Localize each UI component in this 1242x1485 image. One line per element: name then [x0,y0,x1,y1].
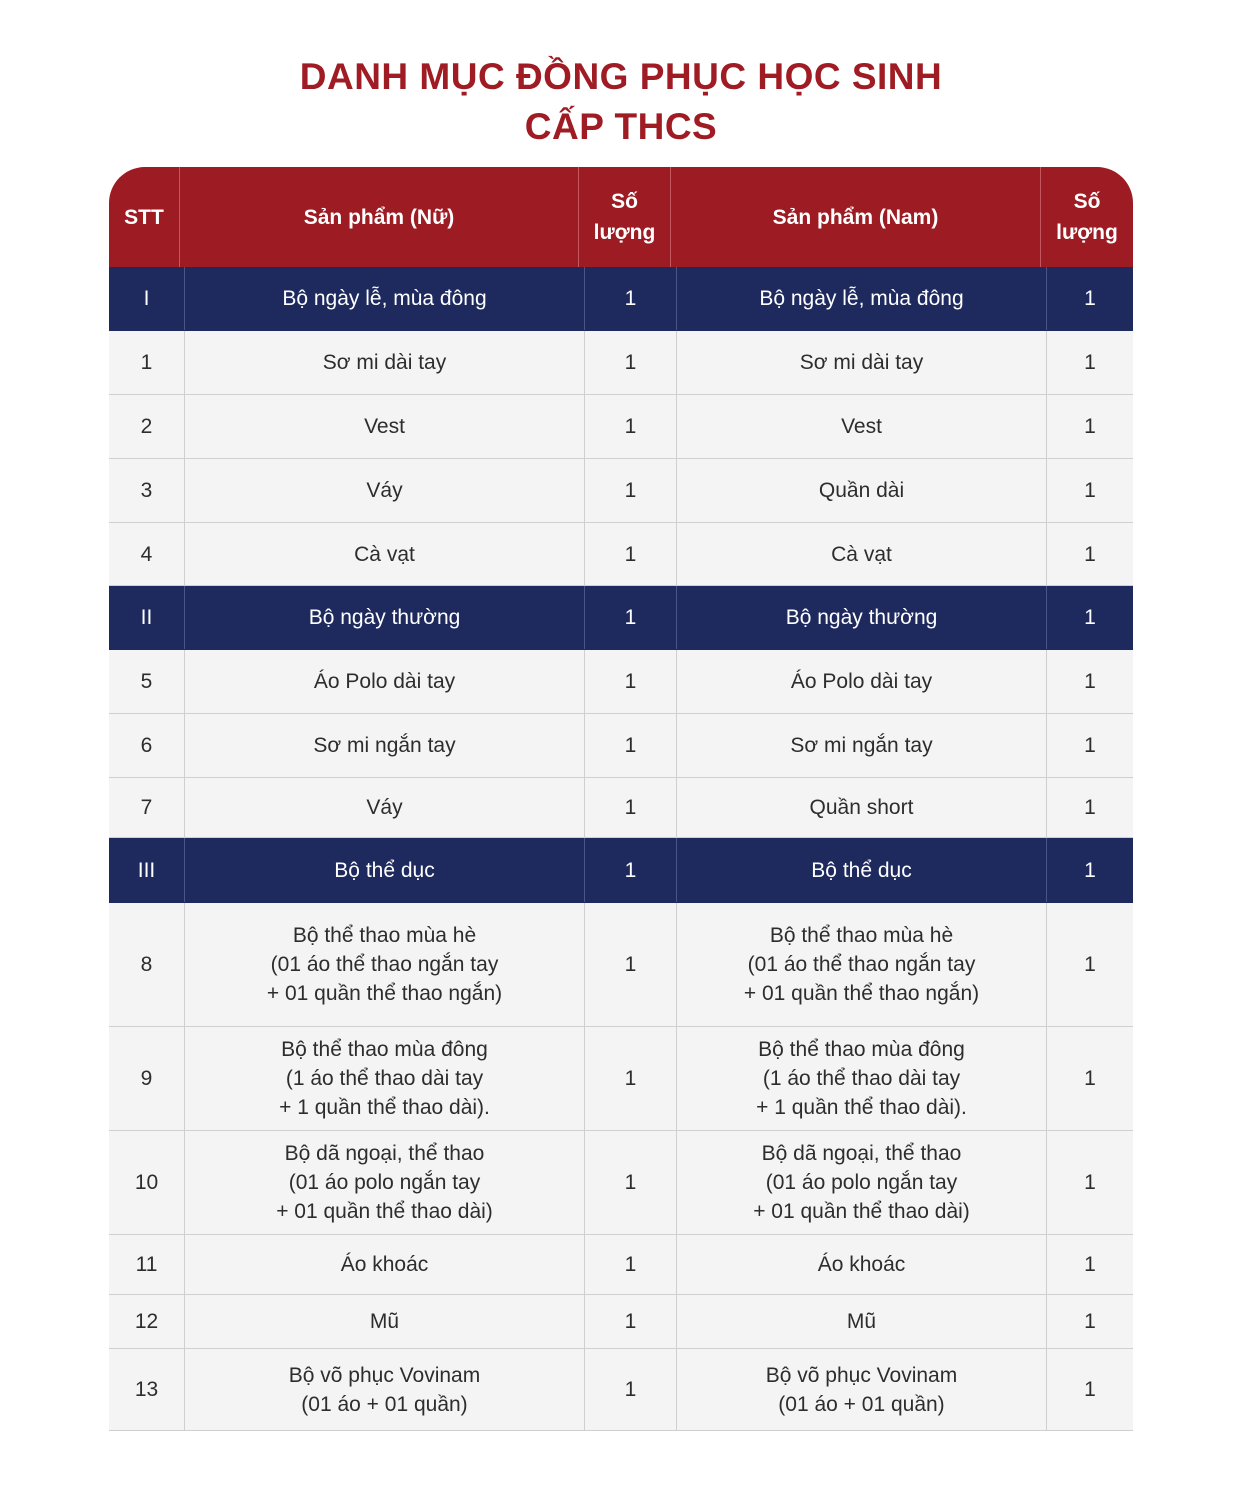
cell-female-quantity: 1 [585,1027,677,1130]
cell-male-product: Cà vạt [677,523,1047,585]
header-female-quantity: Số lượng [579,167,671,267]
cell-male-quantity: 1 [1084,858,1096,882]
page-title [0,52,1242,152]
table-row [109,714,1133,778]
cell-female-product: Sơ mi dài tay [185,331,585,394]
uniform-table [109,167,1133,1431]
table-row [109,459,1133,523]
cell-male-product: Bộ thể thao mùa đông (1 áo thể thao dài tay + 1 quần thể thao dài). [677,1027,1047,1130]
cell-male-quantity: 1 [1084,1067,1096,1090]
cell-female-product: Cà vạt [185,523,585,585]
cell-male-quantity: 1 [1084,415,1096,438]
cell-stt: 5 [109,650,185,713]
cell-male-product: Bộ thể dục [677,838,1047,902]
cell-female-quantity: 1 [585,650,677,713]
table-row [109,1295,1133,1349]
cell-male-quantity: 1 [1084,670,1096,693]
section-row [109,838,1133,903]
cell-female-quantity: 1 [585,1295,677,1348]
cell-female-quantity: 1 [585,586,677,649]
header-female-product: Sản phẩm (Nữ) [180,167,579,267]
cell-stt: 10 [109,1131,185,1234]
cell-stt: 12 [109,1295,185,1348]
cell-male-quantity: 1 [1084,1378,1096,1401]
cell-male-product: Bộ thể thao mùa hè (01 áo thể thao ngắn tay + 01 quần thể thao ngắn) [677,903,1047,1026]
cell-male-product: Bộ dã ngoại, thể thao (01 áo polo ngắn tay + 01 quần thể thao dài) [677,1131,1047,1234]
cell-female-quantity: 1 [585,395,677,458]
cell-male-product: Quần short [677,778,1047,837]
header-male-quantity: Số lượng [1056,190,1118,244]
table-row [109,650,1133,714]
table-row [109,1131,1133,1235]
cell-female-product: Váy [185,778,585,837]
cell-male-product: Sơ mi ngắn tay [677,714,1047,777]
cell-female-product: Mũ [185,1295,585,1348]
cell-male-quantity: 1 [1084,1253,1096,1276]
table-row [109,1235,1133,1295]
table-body [109,267,1133,1431]
cell-stt: 2 [109,395,185,458]
cell-male-quantity: 1 [1084,796,1096,819]
cell-stt: 13 [109,1349,185,1430]
cell-female-product: Bộ võ phục Vovinam (01 áo + 01 quần) [185,1349,585,1430]
table-row [109,778,1133,838]
cell-female-product: Áo Polo dài tay [185,650,585,713]
cell-female-quantity: 1 [585,331,677,394]
cell-female-product: Bộ ngày lễ, mùa đông [185,267,585,330]
cell-stt: 7 [109,778,185,837]
table-row [109,1027,1133,1131]
section-row [109,267,1133,331]
cell-female-quantity: 1 [585,838,677,902]
header-male-product: Sản phẩm (Nam) [671,167,1041,267]
cell-male-product: Áo khoác [677,1235,1047,1294]
table-row [109,1349,1133,1431]
cell-stt: 9 [109,1027,185,1130]
table-row [109,395,1133,459]
cell-male-product: Bộ võ phục Vovinam (01 áo + 01 quần) [677,1349,1047,1430]
cell-female-product: Vest [185,395,585,458]
cell-female-quantity: 1 [585,1131,677,1234]
cell-male-quantity: 1 [1084,734,1096,757]
cell-male-product: Quần dài [677,459,1047,522]
cell-male-product: Bộ ngày thường [677,586,1047,649]
title-line-2: CẤP THCS [524,106,718,147]
cell-stt: II [109,586,185,649]
cell-male-product: Sơ mi dài tay [677,331,1047,394]
cell-female-product: Sơ mi ngắn tay [185,714,585,777]
cell-stt: 6 [109,714,185,777]
cell-male-quantity: 1 [1084,1171,1096,1194]
cell-stt: 1 [109,331,185,394]
cell-female-product: Váy [185,459,585,522]
cell-female-product: Áo khoác [185,1235,585,1294]
cell-male-quantity: 1 [1084,953,1096,976]
cell-female-quantity: 1 [585,523,677,585]
header-stt: STT [109,167,180,267]
cell-stt: 3 [109,459,185,522]
cell-stt: I [109,267,185,330]
cell-female-quantity: 1 [585,903,677,1026]
cell-male-quantity: 1 [1084,479,1096,502]
cell-female-quantity: 1 [585,714,677,777]
cell-female-product: Bộ thể thao mùa hè (01 áo thể thao ngắn tay + 01 quần thể thao ngắn) [185,903,585,1026]
cell-stt: 8 [109,903,185,1026]
cell-female-quantity: 1 [585,1349,677,1430]
cell-female-product: Bộ ngày thường [185,586,585,649]
cell-male-quantity: 1 [1084,1310,1096,1333]
title-line-1: DANH MỤC ĐỒNG PHỤC HỌC SINH [299,56,943,97]
cell-male-quantity: 1 [1084,351,1096,374]
cell-male-quantity: 1 [1084,287,1096,310]
cell-male-quantity: 1 [1084,542,1096,566]
table-row [109,523,1133,586]
cell-stt: 11 [109,1235,185,1294]
cell-female-quantity: 1 [585,459,677,522]
cell-male-product: Mũ [677,1295,1047,1348]
cell-male-product: Áo Polo dài tay [677,650,1047,713]
table-header [109,167,1133,267]
section-row [109,586,1133,650]
table-row [109,903,1133,1027]
cell-female-quantity: 1 [585,778,677,837]
cell-stt: 4 [109,523,185,585]
cell-stt: III [109,838,185,902]
cell-female-quantity: 1 [585,267,677,330]
cell-female-quantity: 1 [585,1235,677,1294]
cell-male-product: Vest [677,395,1047,458]
cell-male-quantity: 1 [1084,606,1096,629]
cell-male-product: Bộ ngày lễ, mùa đông [677,267,1047,330]
cell-female-product: Bộ thể thao mùa đông (1 áo thể thao dài tay + 1 quần thể thao dài). [185,1027,585,1130]
cell-female-product: Bộ thể dục [185,838,585,902]
table-row [109,331,1133,395]
cell-female-product: Bộ dã ngoại, thể thao (01 áo polo ngắn tay + 01 quần thể thao dài) [185,1131,585,1234]
